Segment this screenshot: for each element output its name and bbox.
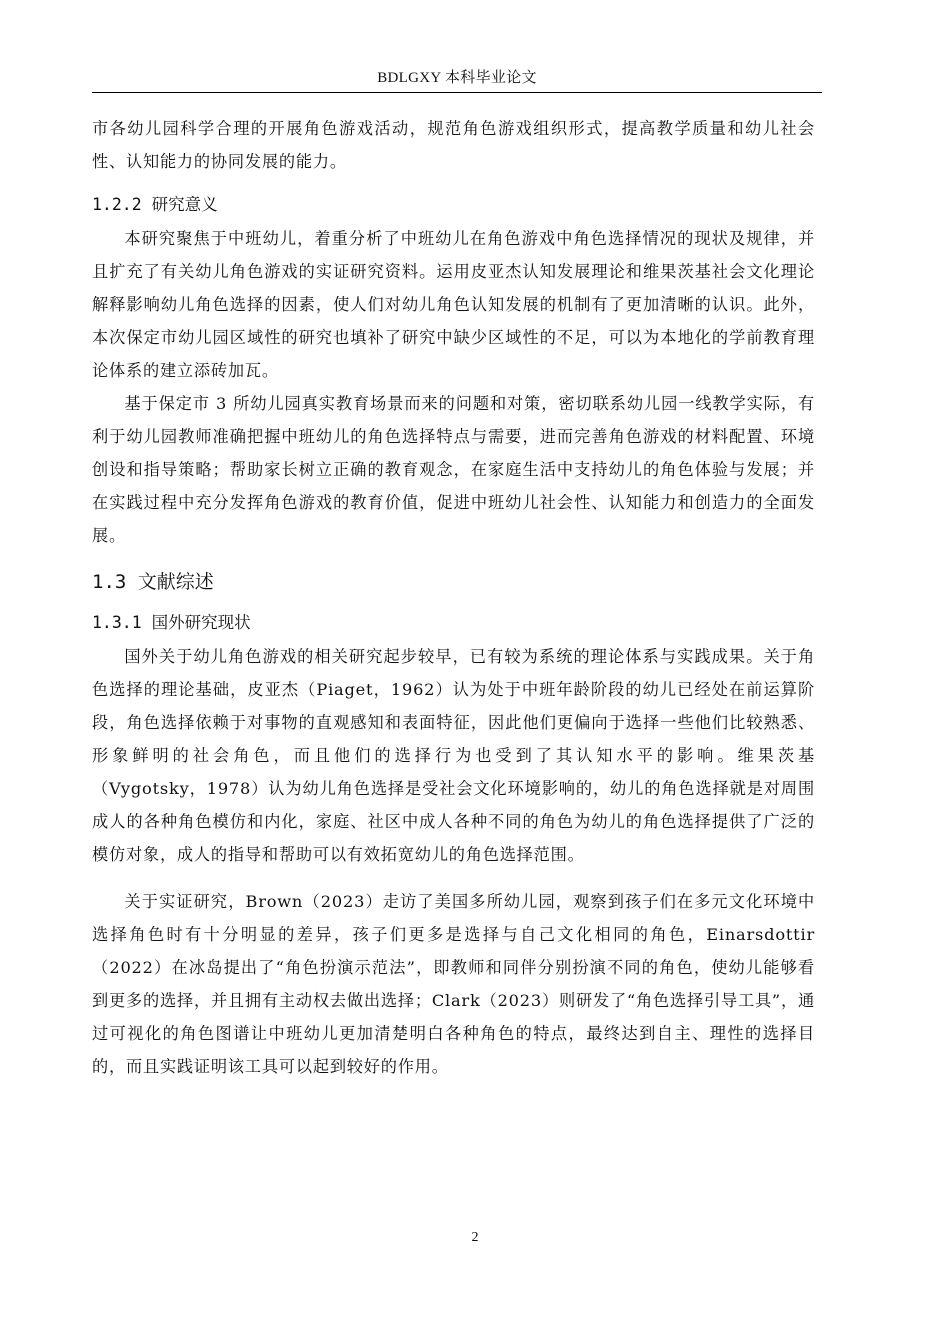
paragraph-foreign-research-2: 关于实证研究，Brown（2023）走访了美国多所幼儿园，观察到孩子们在多元文化环境中选择角色时有十分明显的差异，孩子们更多是选择与自己文化相同的角色，Einarsdottir（2022）在冰岛提出了“角色扮演示范法”，即教师和同伴分别扮演不同的角色，使幼儿能够看到更多的选择，并且拥有主动权去做出选择；Clark（2023）则研发了“角色选择引导工具”，通过可视化的角色图谱让中班幼儿更加清楚明白各种角色的特点，最终达到自主、理性的选择目的，而且实践证明该工具可以起到较好的作用。 [92, 892, 815, 1076]
header-divider [92, 92, 822, 93]
paragraph-foreign-research-1: 国外关于幼儿角色游戏的相关研究起步较早，已有较为系统的理论体系与实践成果。关于角色选择的理论基础，皮亚杰（Piaget，1962）认为处于中班年龄阶段的幼儿已经处在前运算阶段，角色选择依赖于对事物的直观感知和表面特征，因此他们更偏向于选择一些他们比较熟悉、形象鲜明的社会角色，而且他们的选择行为也受到了其认知水平的影响。维果茨基（Vygotsky，1978）认为幼儿角色选择是受社会文化环境影响的，幼儿的角色选择就是对周围成人的各种角色模仿和内化，家庭、社区中成人各种不同的角色为幼儿的角色选择提供了广泛的模仿对象，成人的指导和帮助可以有效拓宽幼儿的角色选择范围。 [92, 647, 815, 864]
paragraph-research-significance-1: 本研究聚焦于中班幼儿，着重分析了中班幼儿在角色游戏中角色选择情况的现状及规律，并且扩充了有关幼儿角色游戏的实证研究资料。运用皮亚杰认知发展理论和维果茨基社会文化理论解释影响幼儿角色选择的因素，使人们对幼儿角色认知发展的机制有了更加清晰的认识。此外，本次保定市幼儿园区域性的研究也填补了研究中缺少区域性的不足，可以为本地化的学前教育理论体系的建立添砖加瓦。 [92, 229, 815, 380]
page-number: 2 [471, 1230, 479, 1245]
document-body [92, 112, 815, 1083]
page-header: BDLGXY 本科毕业论文 [377, 70, 537, 86]
paragraph-research-significance-2: 基于保定市 3 所幼儿园真实教育场景而来的问题和对策，密切联系幼儿园一线教学实际，有利于幼儿园教师准确把握中班幼儿的角色选择特点与需要，进而完善角色游戏的材料配置、环境创设和指导策略；帮助家长树立正确的教育观念，在家庭生活中支持幼儿的角色体验与发展；并在实践过程中充分发挥角色游戏的教育价值，促进中班幼儿社会性、认知能力和创造力的全面发展。 [92, 394, 815, 545]
heading-1-3-1: 1.3.1 国外研究现状 [92, 613, 251, 632]
heading-1-3: 1.3 文献综述 [92, 571, 214, 593]
paragraph-continuation: 市各幼儿园科学合理的开展角色游戏活动，规范角色游戏组织形式，提高教学质量和幼儿社会性、认知能力的协同发展的能力。 [92, 119, 815, 171]
heading-1-2-2: 1.2.2 研究意义 [92, 195, 218, 214]
